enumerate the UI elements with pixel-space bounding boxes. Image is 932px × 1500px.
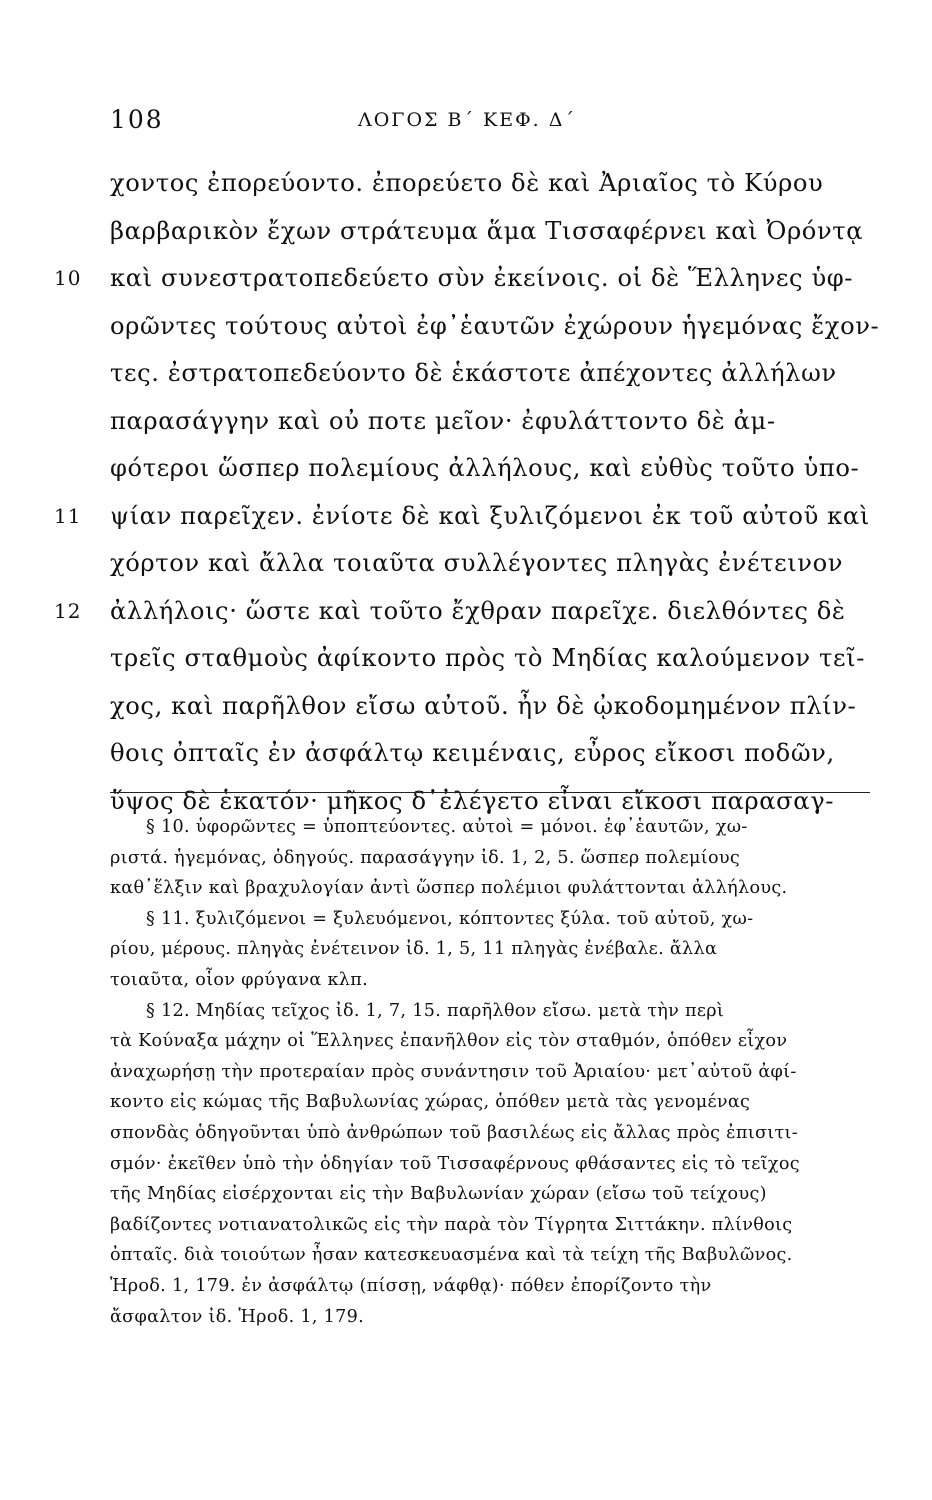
text-line-content: βαρβαρικὸν ἔχων στράτευμα ἅμα Τισσαφέρνει καὶ Ὀρόντᾳ bbox=[110, 216, 864, 245]
note-line: § 11. ξυλιζόμενοι = ξυλευόμενοι, κόπτοντες ξύλα. τοῦ αὐτοῦ, χω- bbox=[146, 908, 754, 929]
text-line bbox=[54, 255, 870, 303]
text-line bbox=[54, 588, 870, 636]
note-line: ρίου, μέρους. πληγὰς ἐνέτεινον ἰδ. 1, 5, 11 πληγὰς ἐνέβαλε. ἄλλα bbox=[110, 939, 718, 960]
page-header bbox=[110, 105, 870, 141]
commentary-notes bbox=[110, 812, 870, 1332]
text-line-content: ἀλλήλοις· ὥστε καὶ τοῦτο ἔχθραν παρεῖχε. διελθόντες δὲ bbox=[110, 596, 846, 625]
note-line: ἀναχωρήσῃ τὴν προτεραίαν πρὸς συνάντησιν τοῦ Ἀριαίου· μετ᾽αὐτοῦ ἀφί- bbox=[110, 1061, 797, 1082]
text-line bbox=[110, 303, 880, 351]
text-line bbox=[54, 493, 870, 541]
text-line bbox=[110, 160, 870, 208]
page-number: 108 bbox=[110, 105, 164, 134]
text-line-content: καὶ συνεστρατοπεδεύετο σὺν ἐκείνοις. οἱ δὲ Ἕλληνες ὑφ- bbox=[110, 264, 854, 292]
text-line bbox=[110, 445, 870, 493]
section-number: 11 bbox=[54, 503, 82, 528]
section-number: 10 bbox=[54, 266, 82, 290]
note-line: σμόν· ἐκεῖθεν ὑπὸ τὴν ὁδηγίαν τοῦ Τισσαφέρνους φθάσαντες εἰς τὸ τεῖχος bbox=[110, 1153, 800, 1174]
running-head: ΛΟΓΟΣ Β΄ ΚΕΦ. Δ΄ bbox=[358, 109, 576, 131]
text-line-content: ορῶντες τούτους αὐτοὶ ἐφ᾽ἑαυτῶν ἐχώρουν ἡγεμόνας ἔχον- bbox=[110, 311, 880, 340]
text-line-content: παρασάγγην καὶ οὐ ποτε μεῖον· ἐφυλάττοντο δὲ ἀμ- bbox=[110, 406, 776, 435]
footnote-divider bbox=[110, 792, 870, 793]
note-line: § 12. Μηδίας τεῖχος ἰδ. 1, 7, 15. παρῆλθον εἴσω. μετὰ τὴν περὶ bbox=[146, 1000, 725, 1021]
note-line: βαδίζοντες νοτιανατολικῶς εἰς τὴν παρὰ τὸν Τίγρητα Σιττάκην. πλίνθοις bbox=[110, 1214, 793, 1235]
note-line: § 10. ὑφορῶντες = ὑποπτεύοντες. αὐτοὶ = μόνοι. ἐφ᾽ἑαυτῶν, χω- bbox=[146, 817, 748, 837]
text-line-content: χόρτον καὶ ἄλλα τοιαῦτα συλλέγοντες πληγὰς ἐνέτεινον bbox=[110, 549, 844, 577]
text-line bbox=[110, 730, 870, 778]
text-line bbox=[110, 398, 870, 446]
text-line-content: ὕψος δὲ ἑκατόν· μῆκος δ᾽ἐλέγετο εἶναι εἴκοσι παρασαγ- bbox=[110, 786, 835, 815]
section-number: 12 bbox=[54, 598, 82, 623]
note-line: τῆς Μηδίας εἰσέρχονται εἰς τὴν Βαβυλωνίαν χώραν (εἴσω τοῦ τείχους) bbox=[110, 1184, 767, 1205]
note-line: ριστά. ἡγεμόνας, ὁδηγούς. παρασάγγην ἰδ. 1, 2, 5. ὥσπερ πολεμίους bbox=[110, 847, 741, 868]
text-line bbox=[110, 683, 870, 731]
text-line-content: φότεροι ὥσπερ πολεμίους ἀλλήλους, καὶ εὐθὺς τοῦτο ὑπο- bbox=[110, 454, 860, 482]
text-line-content: θοις ὀπταῖς ἐν ἀσφάλτῳ κειμέναις, εὖρος εἴκοσι ποδῶν, bbox=[110, 739, 835, 767]
text-line bbox=[110, 635, 870, 683]
text-line bbox=[110, 350, 870, 398]
main-text bbox=[54, 160, 880, 825]
note-line: Ἡροδ. 1, 179. ἐν ἀσφάλτῳ (πίσσῃ, νάφθᾳ)· πόθεν ἐπορίζοντο τὴν bbox=[110, 1275, 712, 1296]
text-line-content: τες. ἐστρατοπεδεύοντο δὲ ἑκάστοτε ἀπέχοντες ἀλλήλων bbox=[110, 359, 837, 387]
note-line: ἄσφαλτον ἰδ. Ἡροδ. 1, 179. bbox=[110, 1306, 365, 1327]
note-line: τοιαῦτα, οἷον φρύγανα κλπ. bbox=[110, 969, 368, 990]
note-line: καθ᾽ἕλξιν καὶ βραχυλογίαν ἀντὶ ὥσπερ πολέμιοι φυλάττονται ἀλλήλους. bbox=[110, 878, 788, 899]
note-line: σπονδὰς ὁδηγοῦνται ὑπὸ ἀνθρώπων τοῦ βασιλέως εἰς ἄλλας πρὸς ἐπισιτι- bbox=[110, 1122, 798, 1143]
text-line-content: χος, καὶ παρῆλθον εἴσω αὐτοῦ. ἦν δὲ ᾠκοδομημένον πλίν- bbox=[110, 691, 857, 720]
text-line-content: τρεῖς σταθμοὺς ἀφίκοντο πρὸς τὸ Μηδίας καλούμενον τεῖ- bbox=[110, 644, 865, 672]
text-line-content: ψίαν παρεῖχεν. ἐνίοτε δὲ καὶ ξυλιζόμενοι ἐκ τοῦ αὐτοῦ καὶ bbox=[110, 501, 870, 530]
note-line: ὀπταῖς. διὰ τοιούτων ἦσαν κατεσκευασμένα καὶ τὰ τείχη τῆς Βαβυλῶνος. bbox=[110, 1245, 793, 1266]
note-line: τὰ Κούναξα μάχην οἱ Ἕλληνες ἐπανῆλθον εἰς τὸν σταθμόν, ὁπόθεν εἶχον bbox=[110, 1031, 788, 1052]
text-line-content: χοντος ἐπορεύοντο. ἐπορεύετο δὲ καὶ Ἀριαῖος τὸ Κύρου bbox=[110, 169, 824, 197]
note-line: κοντο εἰς κώμας τῆς Βαβυλωνίας χώρας, ὁπόθεν μετὰ τὰς γενομένας bbox=[110, 1092, 751, 1113]
text-line bbox=[110, 208, 870, 256]
text-line bbox=[110, 540, 870, 588]
